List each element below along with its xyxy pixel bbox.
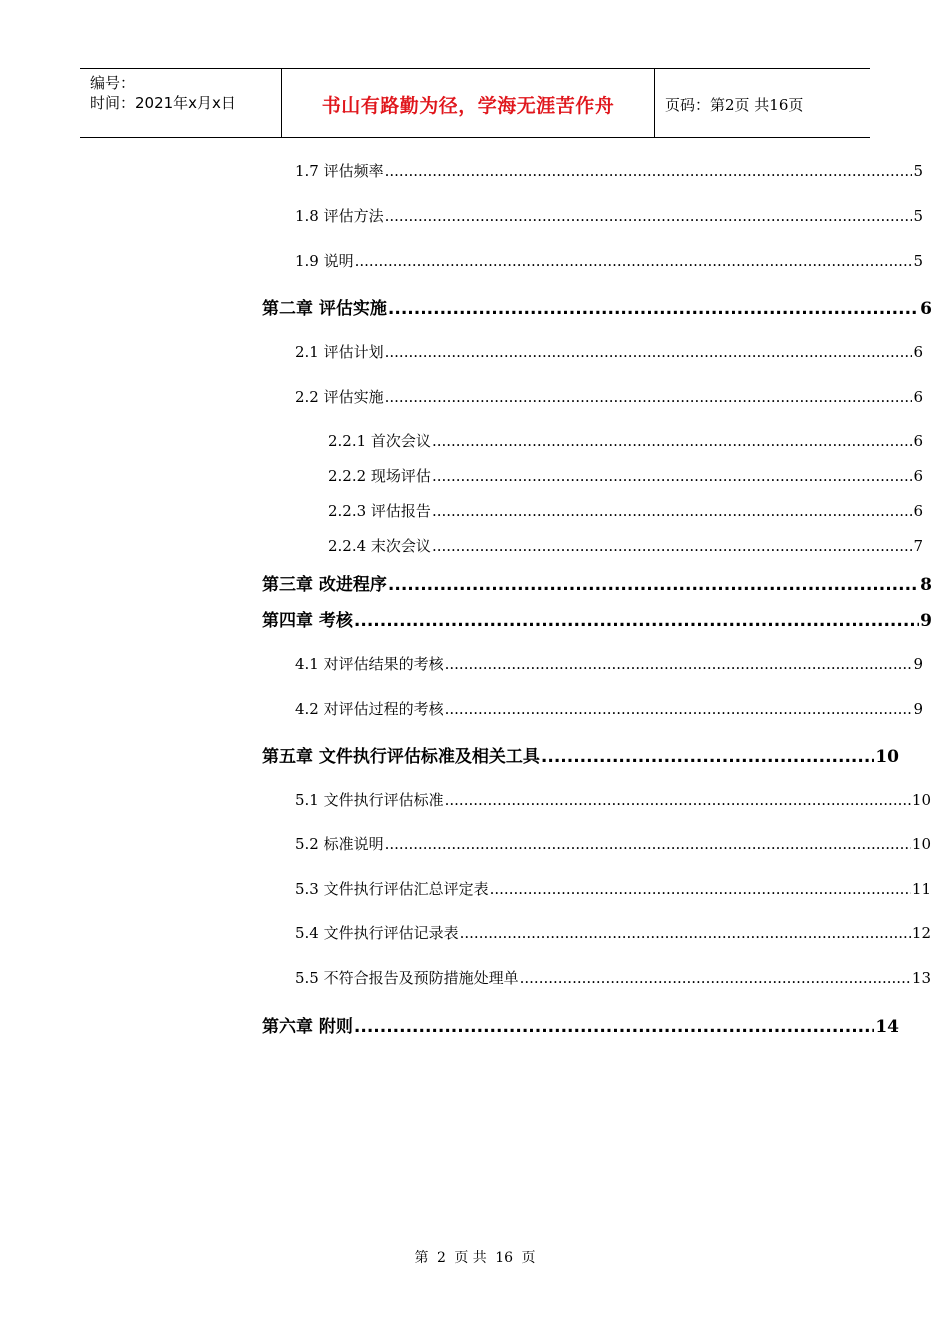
toc-leader-dots <box>385 343 913 361</box>
toc-entry[interactable] <box>328 500 923 521</box>
toc-entry-label: 5.2 标准说明 <box>295 835 384 853</box>
toc-leader-dots <box>385 207 913 225</box>
toc-leader-dots <box>354 1017 874 1037</box>
page-footer <box>0 1247 950 1267</box>
toc-entry-page: 9 <box>913 655 923 673</box>
toc-leader-dots <box>432 467 913 485</box>
toc-entry-label: 2.2 评估实施 <box>295 388 384 406</box>
toc-leader-dots <box>432 502 913 520</box>
toc-entry-page: 7 <box>913 537 923 555</box>
toc-chapter-entry[interactable] <box>262 294 932 319</box>
toc-entry-page: 10 <box>875 747 899 767</box>
toc-entry[interactable] <box>295 698 923 719</box>
footer-page-number: 2 <box>436 1250 446 1266</box>
toc-entry[interactable] <box>295 878 931 899</box>
footer-middle: 页 共 <box>454 1250 487 1266</box>
toc-entry[interactable] <box>295 967 931 988</box>
toc-leader-dots <box>432 432 913 450</box>
toc-chapter-entry[interactable] <box>262 570 932 595</box>
toc-entry-page: 5 <box>913 207 923 225</box>
toc-entry[interactable] <box>295 922 931 943</box>
toc-entry-page: 8 <box>920 575 932 595</box>
toc-entry-label: 4.2 对评估过程的考核 <box>295 700 444 718</box>
toc-leader-dots <box>385 162 913 180</box>
toc-leader-dots <box>541 747 874 767</box>
toc-leader-dots <box>388 299 919 319</box>
toc-leader-dots <box>432 537 913 555</box>
toc-entry-label: 2.2.3 评估报告 <box>328 502 431 520</box>
toc-leader-dots <box>445 791 911 809</box>
toc-entry-page: 9 <box>913 700 923 718</box>
toc-entry-label: 1.7 评估频率 <box>295 162 384 180</box>
toc-entry-page: 5 <box>913 252 923 270</box>
toc-entry[interactable] <box>295 833 931 854</box>
header-page-code: 页码：第2页 共16页 <box>665 96 804 114</box>
toc-entry-label: 1.8 评估方法 <box>295 207 384 225</box>
toc-entry[interactable] <box>328 430 923 451</box>
toc-entry-page: 13 <box>911 969 931 987</box>
motto-text: 书山有路勤为径，学海无涯苦作舟 <box>321 95 615 117</box>
toc-entry-page: 6 <box>913 388 923 406</box>
toc-entry-page: 5 <box>913 162 923 180</box>
toc-entry-label: 2.1 评估计划 <box>295 343 384 361</box>
footer-prefix: 第 <box>414 1250 429 1266</box>
toc-entry[interactable] <box>295 653 923 674</box>
toc-entry-label: 第四章 考核 <box>262 611 353 631</box>
toc-entry-label: 1.9 说明 <box>295 252 354 270</box>
toc-entry[interactable] <box>328 465 923 486</box>
toc-entry[interactable] <box>295 250 923 271</box>
toc-leader-dots <box>445 700 913 718</box>
toc-entry-page: 6 <box>920 299 932 319</box>
toc-entry-label: 4.1 对评估结果的考核 <box>295 655 444 673</box>
toc-entry-label: 第二章 评估实施 <box>262 299 387 319</box>
toc-leader-dots <box>490 880 911 898</box>
footer-suffix: 页 <box>521 1250 536 1266</box>
toc-entry-page: 6 <box>913 467 923 485</box>
toc-leader-dots <box>385 388 913 406</box>
toc-entry-label: 5.5 不符合报告及预防措施处理单 <box>295 969 519 987</box>
toc-entry-label: 第六章 附则 <box>262 1017 353 1037</box>
toc-entry-label: 2.2.4 末次会议 <box>328 537 431 555</box>
toc-chapter-entry[interactable] <box>262 742 899 767</box>
toc-entry-page: 6 <box>913 432 923 450</box>
toc-entry[interactable] <box>295 341 923 362</box>
toc-entry[interactable] <box>295 160 923 181</box>
toc-entry-page: 14 <box>875 1017 899 1037</box>
toc-leader-dots <box>385 835 911 853</box>
toc-entry[interactable] <box>295 205 923 226</box>
toc-entry-page: 6 <box>913 343 923 361</box>
toc-entry-label: 第三章 改进程序 <box>262 575 387 595</box>
toc-entry-page: 11 <box>911 880 931 898</box>
toc-entry-label: 2.2.2 现场评估 <box>328 467 431 485</box>
toc-entry[interactable] <box>328 535 923 556</box>
toc-entry-label: 5.3 文件执行评估汇总评定表 <box>295 880 489 898</box>
toc-chapter-entry[interactable] <box>262 606 932 631</box>
footer-total-pages: 16 <box>495 1250 514 1266</box>
toc-leader-dots <box>355 252 913 270</box>
toc-leader-dots <box>460 924 911 942</box>
toc-chapter-entry[interactable] <box>262 1012 899 1037</box>
toc-entry-page: 12 <box>911 924 931 942</box>
toc-leader-dots <box>445 655 913 673</box>
toc-entry-page: 10 <box>911 835 931 853</box>
toc-leader-dots <box>388 575 919 595</box>
toc-entry-label: 第五章 文件执行评估标准及相关工具 <box>262 747 540 767</box>
toc-entry-label: 5.1 文件执行评估标准 <box>295 791 444 809</box>
toc-entry[interactable] <box>295 386 923 407</box>
toc-entry-label: 2.2.1 首次会议 <box>328 432 431 450</box>
toc-leader-dots <box>354 611 919 631</box>
toc-entry-page: 9 <box>920 611 932 631</box>
toc-entry-label: 5.4 文件执行评估记录表 <box>295 924 459 942</box>
toc-entry-page: 10 <box>911 791 931 809</box>
toc-entry-page: 6 <box>913 502 923 520</box>
toc-leader-dots <box>520 969 911 987</box>
toc-entry[interactable] <box>295 789 931 810</box>
document-date: 时间：2021年x月x日 <box>90 94 236 112</box>
document-code-label: 编号： <box>90 74 136 92</box>
